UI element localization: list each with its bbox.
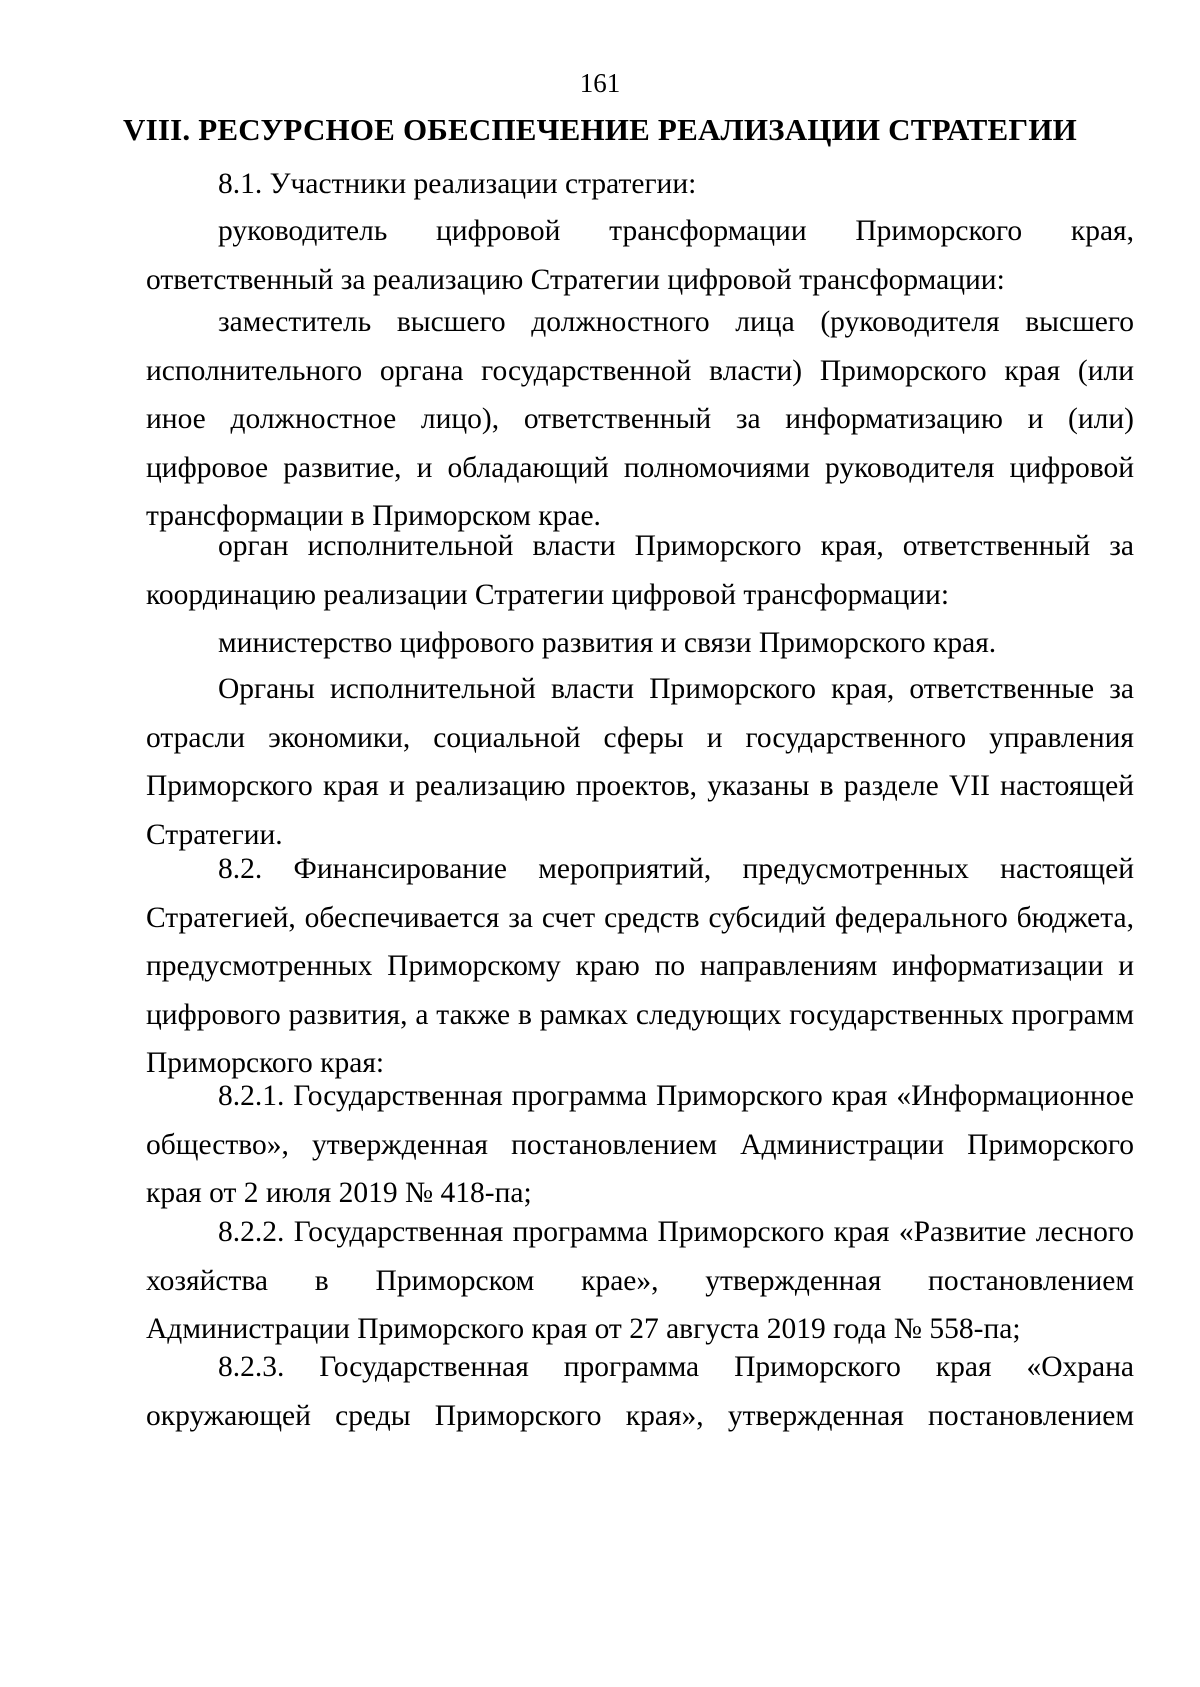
page-number: 161 — [579, 68, 621, 98]
section-heading: VIII. РЕСУРСНОЕ ОБЕСПЕЧЕНИЕ РЕАЛИЗАЦИИ СТРАТЕГИИ — [123, 112, 1077, 147]
paragraph-program-information-society: 8.2.1. Государственная программа Приморского края «Информационное общество», утвержденная постановлением Администрации Приморского края от 2 июля 2019 № 418-па; — [146, 1080, 1134, 1209]
paragraph-program-forestry: 8.2.2. Государственная программа Приморского края «Развитие лесного хозяйства в Приморском крае», утвержденная постановлением Администрации Приморского края от 27 августа 2019 года № 558-па; — [146, 1216, 1134, 1345]
paragraph-deputy: заместитель высшего должностного лица (руководителя высшего исполнительного органа государственной власти) Приморского края (или иное должностное лицо), ответственный за информатизацию и (или) цифровое развитие, и обладающий полномочиями руководителя цифровой трансформации в Приморском крае. — [146, 306, 1134, 532]
paragraph-executive-body: орган исполнительной власти Приморского края, ответственный за координацию реализации Стратегии цифровой трансформации: — [146, 530, 1134, 611]
paragraph-digital-head: руководитель цифровой трансформации Приморского края, ответственный за реализацию Стратегии цифровой трансформации: — [146, 215, 1134, 296]
paragraph-executive-authorities: Органы исполнительной власти Приморского края, ответственные за отрасли экономики, социальной сферы и государственного управления Приморского края и реализацию проектов, указаны в разделе VII настоящей Стратегии. — [146, 673, 1134, 851]
paragraph-program-environment: 8.2.3. Государственная программа Приморского края «Охрана окружающей среды Приморского края», утвержденная постановлением — [146, 1351, 1134, 1432]
paragraph-financing: 8.2. Финансирование мероприятий, предусмотренных настоящей Стратегией, обеспечивается за счет средств субсидий федерального бюджета, предусмотренных Приморскому краю по направлениям информатизации и цифрового развития, а также в рамках следующих государственных программ Приморского края: — [146, 853, 1134, 1079]
paragraph-participants: 8.1. Участники реализации стратегии: — [218, 168, 697, 200]
paragraph-ministry: министерство цифрового развития и связи Приморского края. — [218, 627, 997, 659]
